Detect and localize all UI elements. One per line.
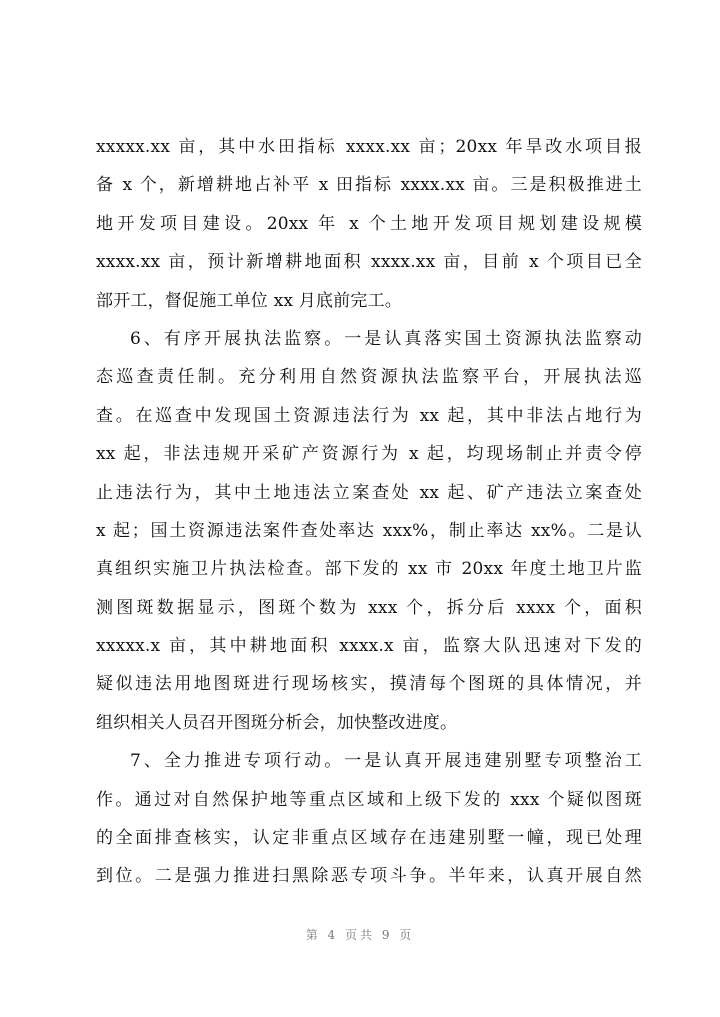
text-line: 到位。二是强力推进扫黑除恶专项斗争。半年来，认真开展自然: [96, 866, 642, 887]
text-line: 查。在巡查中发现国土资源违法行为 xx 起，其中非法占地行为: [96, 405, 642, 426]
text-line: xx 起，非法违规开采矿产资源行为 x 起，均现场制止并责令停: [96, 444, 642, 465]
text-line: 止违法行为，其中土地违法立案查处 xx 起、矿产违法立案查处: [96, 482, 642, 503]
text-line: 组织相关人员召开图斑分析会，加快整改进度。: [96, 712, 458, 733]
text-line: 地开发项目建设。20xx 年 x 个土地开发项目规划建设规模: [96, 213, 642, 234]
text-line: 作。通过对自然保护地等重点区域和上级下发的 xxx 个疑似图斑: [96, 789, 642, 810]
text-line: 疑似违法用地图斑进行现场核实，摸清每个图斑的具体情况，并: [96, 674, 642, 695]
section-6-heading-line: 6、有序开展执法监察。一是认真落实国土资源执法监察动: [130, 328, 642, 349]
text-line: x 起；国土资源违法案件查处率达 xxx%，制止率达 xx%。二是认: [96, 520, 642, 541]
text-line: xxxxx.xx 亩，其中水田指标 xxxx.xx 亩；20xx 年旱改水项目报: [96, 137, 642, 157]
text-line: 的全面排查核实，认定非重点区域存在违建别墅一幢，现已处理: [96, 828, 642, 849]
text-line: xxxx.xx 亩，预计新增耕地面积 xxxx.xx 亩，目前 x 个项目已全: [96, 252, 642, 273]
text-line: 态巡查责任制。充分利用自然资源执法监察平台，开展执法巡: [96, 367, 642, 388]
text-line: 部开工，督促施工单位 xx 月底前完工。: [96, 290, 402, 311]
text-line: 备 x 个，新增耕地占补平 x 田指标 xxxx.xx 亩。三是积极推进土: [96, 175, 642, 196]
text-line: 真组织实施卫片执法检查。部下发的 xx 市 20xx 年度土地卫片监: [96, 559, 642, 580]
page-number-footer: 第 4 页共 9 页: [305, 928, 415, 942]
body-text: [96, 128, 642, 896]
text-line: 测图斑数据显示，图斑个数为 xxx 个，拆分后 xxxx 个，面积: [96, 597, 642, 618]
text-line: xxxxx.x 亩，其中耕地面积 xxxx.x 亩，监察大队迅速对下发的: [96, 636, 642, 657]
section-7-heading-line: 7、全力推进专项行动。一是认真开展违建别墅专项整治工: [130, 751, 642, 772]
